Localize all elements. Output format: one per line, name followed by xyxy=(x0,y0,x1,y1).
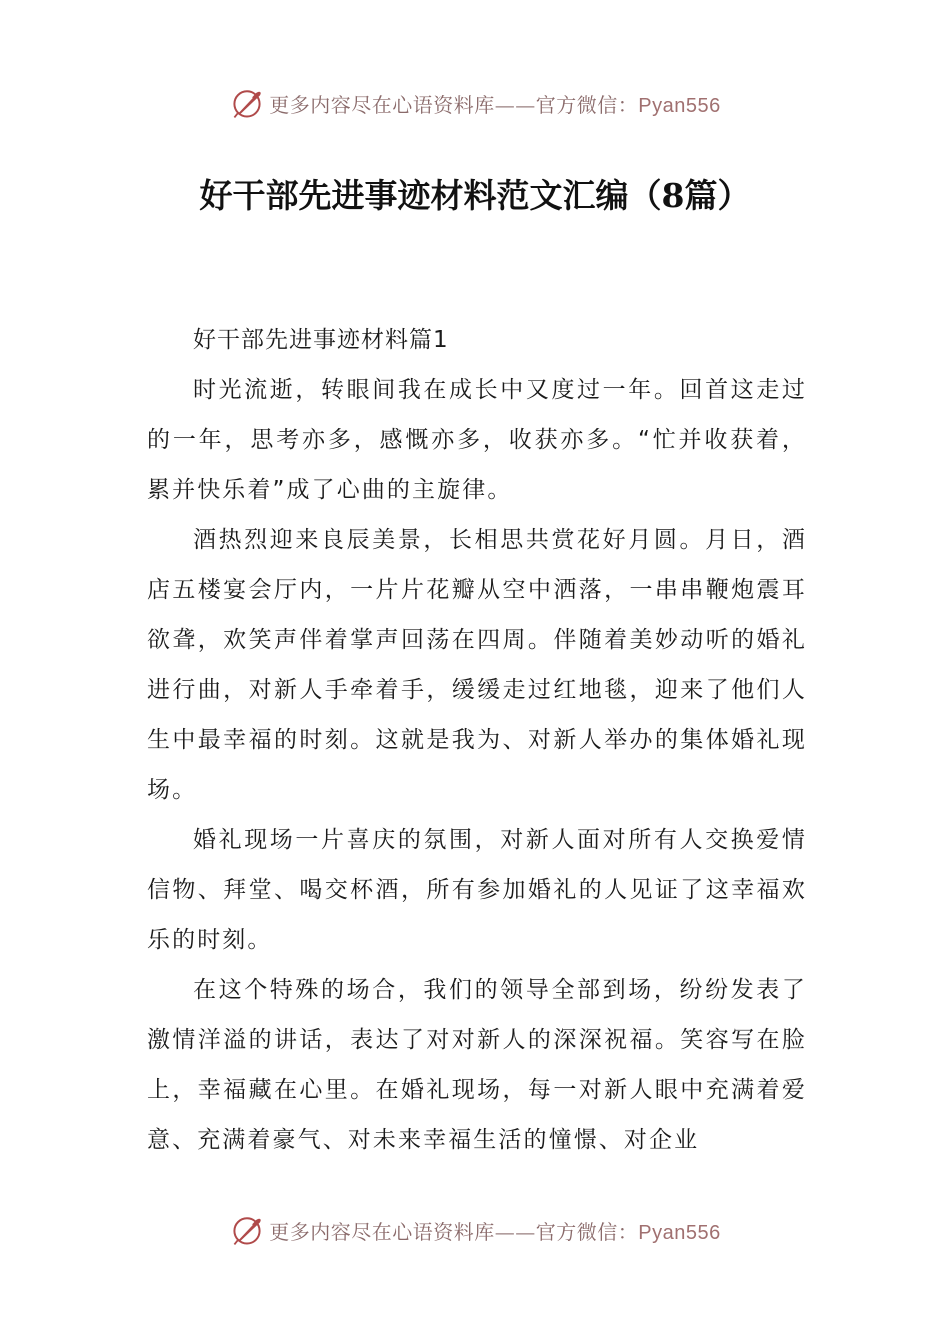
body-paragraph: 时光流逝，转眼间我在成长中又度过一年。回首这走过的一年，思考亦多，感慨亦多，收获亦多。“忙并收获着，累并快乐着”成了心曲的主旋律。 xyxy=(147,377,807,503)
body-paragraph: 酒热烈迎来良辰美景，长相思共赏花好月圆。月日，酒店五楼宴会厅内，一片片花瓣从空中洒落，一串串鞭炮震耳欲聋，欢笑声伴着掌声回荡在四周。伴随着美妙动听的婚礼进行曲，对新人手牵着手，缓缓走过红地毯，迎来了他们人生中最幸福的时刻。这就是我为、对新人举办的集体婚礼现场。 xyxy=(147,527,807,803)
banner-dash: —— xyxy=(494,1219,536,1244)
banner-wechat-account: Pyan556 xyxy=(638,1221,721,1244)
banner-site-name: 更多内容尽在心语资料库 xyxy=(269,1219,495,1244)
quill-pen-circle-icon xyxy=(229,85,265,121)
footer-banner xyxy=(0,1210,950,1250)
header-banner xyxy=(0,83,950,123)
document-body xyxy=(147,315,807,1165)
banner-wechat-label: 官方微信： xyxy=(535,1219,639,1244)
section-heading: 好干部先进事迹材料篇1 xyxy=(193,327,449,353)
banner-site-name: 更多内容尽在心语资料库 xyxy=(269,92,495,117)
banner-text xyxy=(269,89,720,118)
banner-wechat-account: Pyan556 xyxy=(638,94,721,117)
banner-wechat-label: 官方微信： xyxy=(535,92,639,117)
body-paragraph: 婚礼现场一片喜庆的氛围，对新人面对所有人交换爱情信物、拜堂、喝交杯酒，所有参加婚礼的人见证了这幸福欢乐的时刻。 xyxy=(147,827,807,953)
banner-dash: —— xyxy=(494,92,536,117)
body-paragraph: 在这个特殊的场合，我们的领导全部到场，纷纷发表了激情洋溢的讲话，表达了对对新人的深深祝福。笑容写在脸上，幸福藏在心里。在婚礼现场，每一对新人眼中充满着爱意、充满着豪气、对未来幸福生活的憧憬、对企业 xyxy=(147,977,807,1153)
quill-pen-circle-icon xyxy=(229,1212,265,1248)
banner-text xyxy=(269,1216,720,1245)
document-title: 好干部先进事迹材料范文汇编（8篇） xyxy=(199,176,751,215)
